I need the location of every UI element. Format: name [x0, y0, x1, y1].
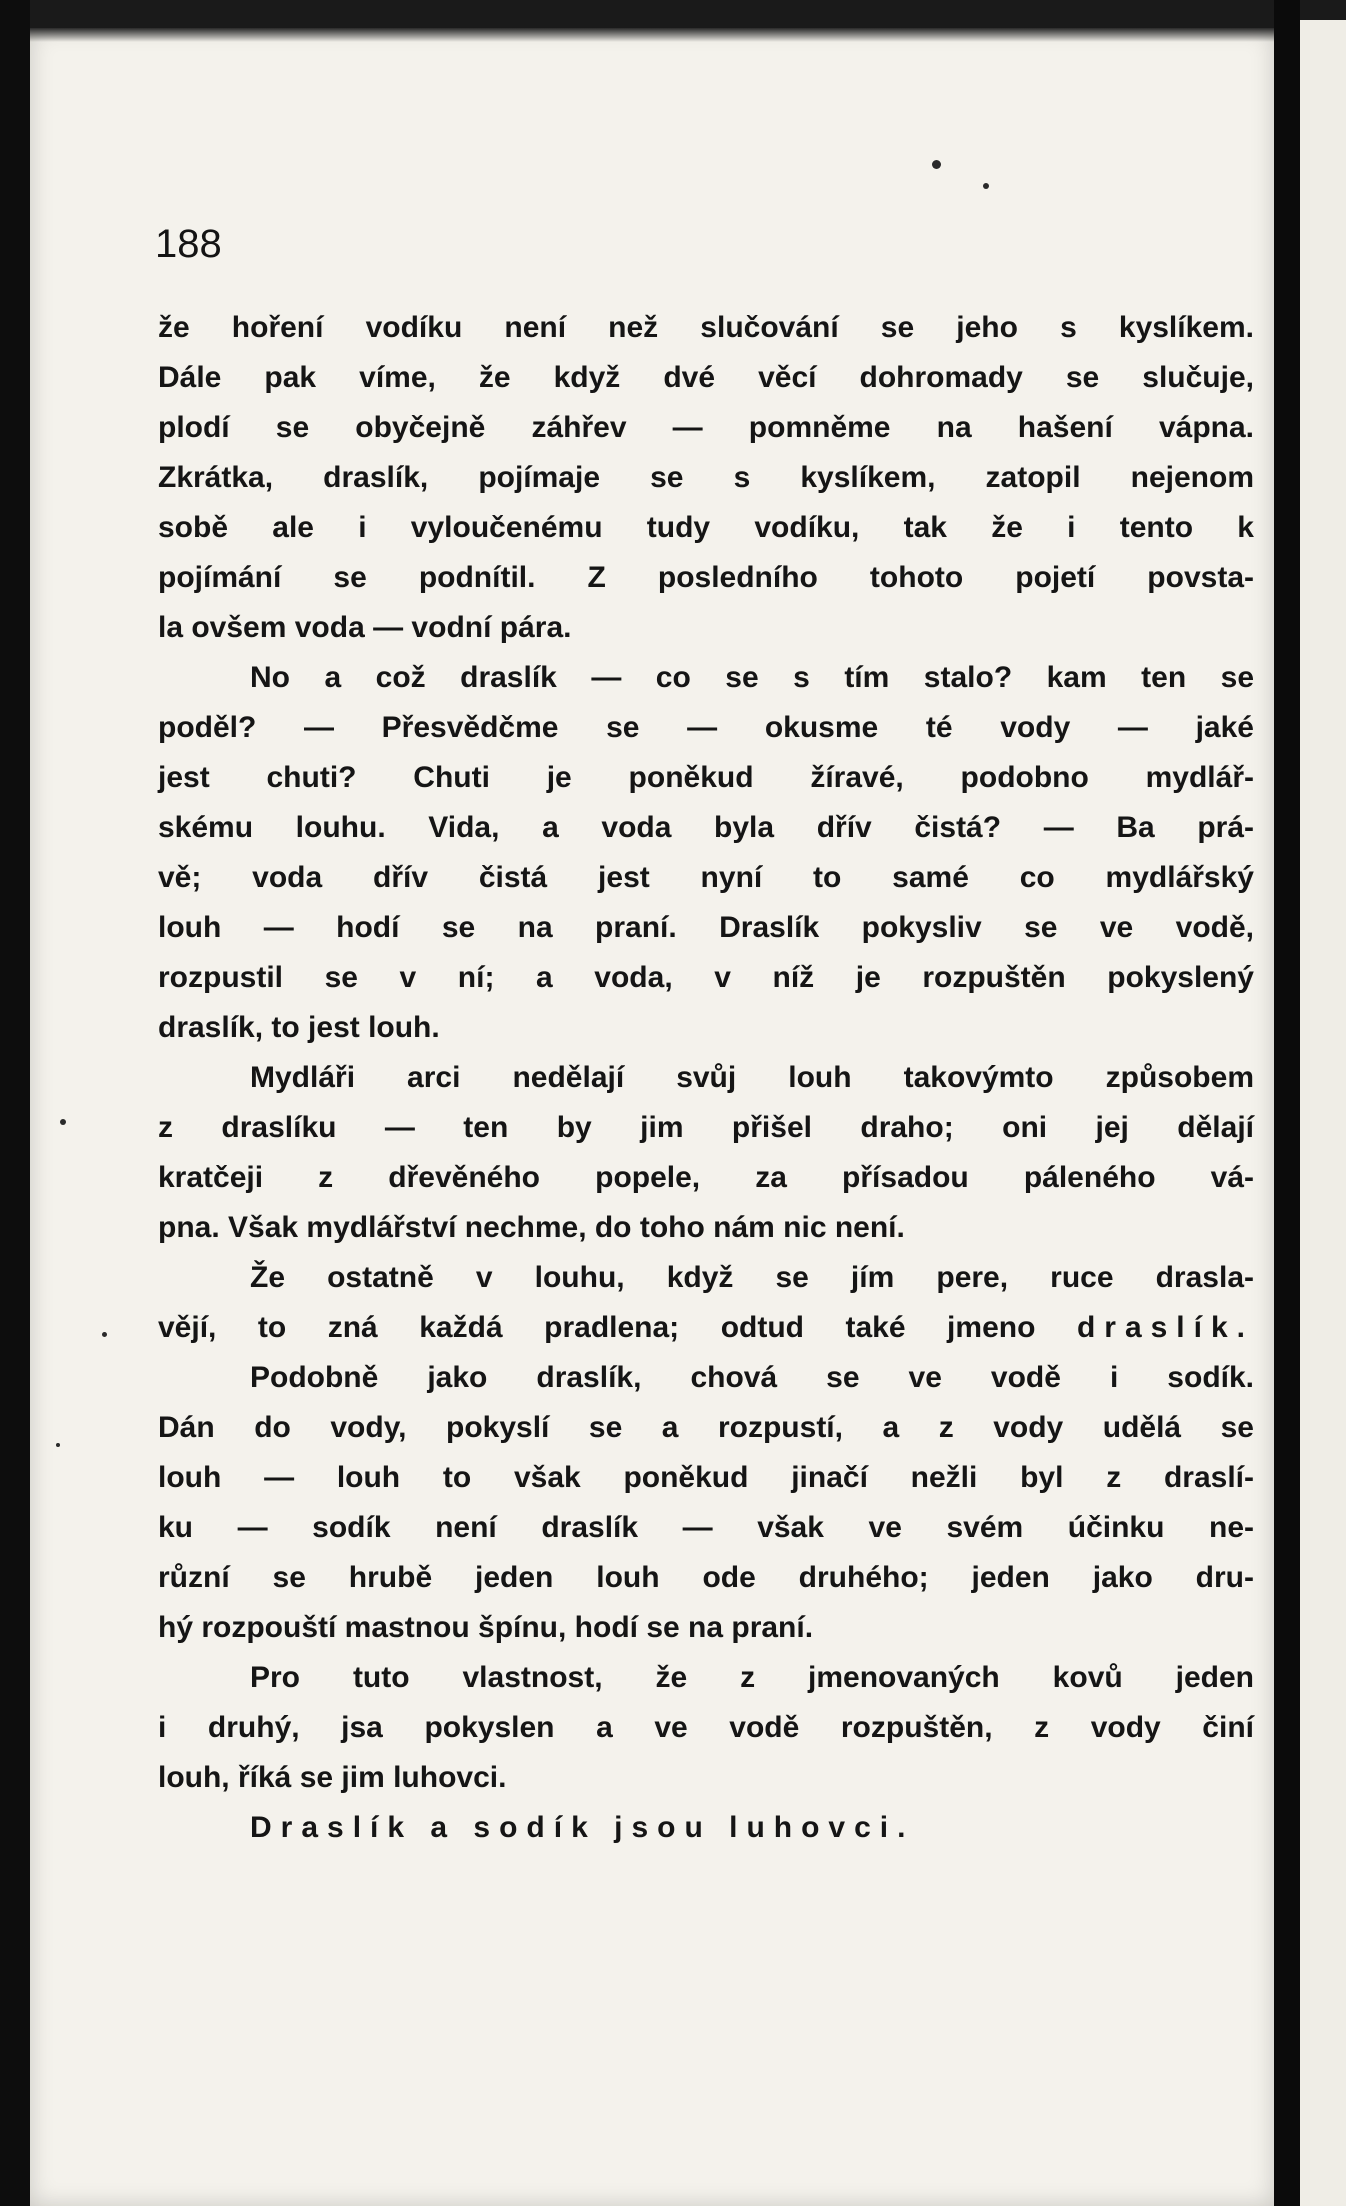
text-line: pna. Však mydlářství nechme, do toho nám nic není.	[158, 1211, 905, 1244]
text-line: různí se hrubě jeden louh ode druhého; jeden jako dru-	[158, 1561, 1254, 1594]
text-line: skému louhu. Vida, a voda byla dřív čistá? — Ba prá-	[158, 811, 1254, 844]
text-line-part: vějí, to zná každá pradlena; odtud také jmeno	[158, 1311, 1036, 1344]
text-line: rozpustil se v ní; a voda, v níž je rozpuštěn pokyslený	[158, 961, 1254, 994]
text-line: ku — sodík není draslík — však ve svém účinku ne-	[158, 1511, 1254, 1544]
text-line: la ovšem voda — vodní pára.	[158, 611, 572, 644]
text-line: i druhý, jsa pokyslen a ve vodě rozpuštěn, z vody činí	[158, 1711, 1254, 1744]
text-line: draslík, to jest louh.	[158, 1011, 440, 1044]
text-line: louh — hodí se na praní. Draslík pokysliv se ve vodě,	[158, 911, 1254, 944]
text-line: vě; voda dřív čistá jest nyní to samé co mydlářský	[158, 861, 1254, 894]
scan-speck	[60, 1119, 66, 1125]
text-line: hý rozpouští mastnou špínu, hodí se na praní.	[158, 1611, 814, 1644]
text-line: sobě ale i vyloučenému tudy vodíku, tak že i tento k	[158, 511, 1254, 544]
scan-speck	[56, 1443, 60, 1447]
text-line: louh, říká se jim luhovci.	[158, 1761, 507, 1794]
text-line: poděl? — Přesvědčme se — okusme té vody — jaké	[158, 711, 1254, 744]
scan-left-edge	[0, 0, 30, 2206]
text-line: Zkrátka, draslík, pojímaje se s kyslíkem, zatopil nejenom	[158, 461, 1254, 494]
text-line: Dán do vody, pokyslí se a rozpustí, a z vody udělá se	[158, 1411, 1254, 1444]
body-text	[158, 303, 1254, 1853]
text-line: plodí se obyčejně záhřev — pomněme na hašení vápna.	[158, 411, 1254, 444]
text-line: z draslíku — ten by jim přišel draho; oni jej dělají	[158, 1111, 1254, 1144]
text-line: jest chuti? Chuti je poněkud žíravé, podobno mydlář-	[158, 761, 1254, 794]
text-line	[158, 1303, 1254, 1353]
scan-speck	[102, 1332, 107, 1337]
closing-statement	[158, 1803, 1254, 1853]
page-gutter	[1274, 0, 1300, 2206]
text-line: Pro tuto vlastnost, že z jmenovaných kovů jeden	[250, 1661, 1254, 1694]
text-line: No a což draslík — co se s tím stalo? kam ten se	[250, 661, 1254, 694]
text-line: Podobně jako draslík, chová se ve vodě i sodík.	[250, 1361, 1254, 1394]
text-line: že hoření vodíku není než slučování se jeho s kyslíkem.	[158, 311, 1254, 344]
scan-speck	[983, 183, 989, 189]
closing-statement-text: Draslík a sodík jsou luhovci.	[250, 1811, 915, 1844]
adjacent-page-edge	[1300, 20, 1346, 2206]
text-line: pojímání se podnítil. Z posledního tohoto pojetí povsta-	[158, 561, 1254, 594]
text-line: kratčeji z dřevěného popele, za přísadou páleného vá-	[158, 1161, 1254, 1194]
text-line: Dále pak víme, že když dvé věcí dohromady se slučuje,	[158, 361, 1254, 394]
text-line: louh — louh to však poněkud jinačí nežli byl z draslí-	[158, 1461, 1254, 1494]
page-number: 188	[155, 222, 222, 266]
text-line: Že ostatně v louhu, když se jím pere, ruce drasla-	[250, 1261, 1254, 1294]
spaced-term: draslík.	[1076, 1311, 1254, 1344]
text-line: Mydláři arci nedělají svůj louh takovýmto způsobem	[250, 1061, 1254, 1094]
scan-top-shadow	[30, 28, 1274, 42]
scan-speck	[932, 160, 941, 169]
